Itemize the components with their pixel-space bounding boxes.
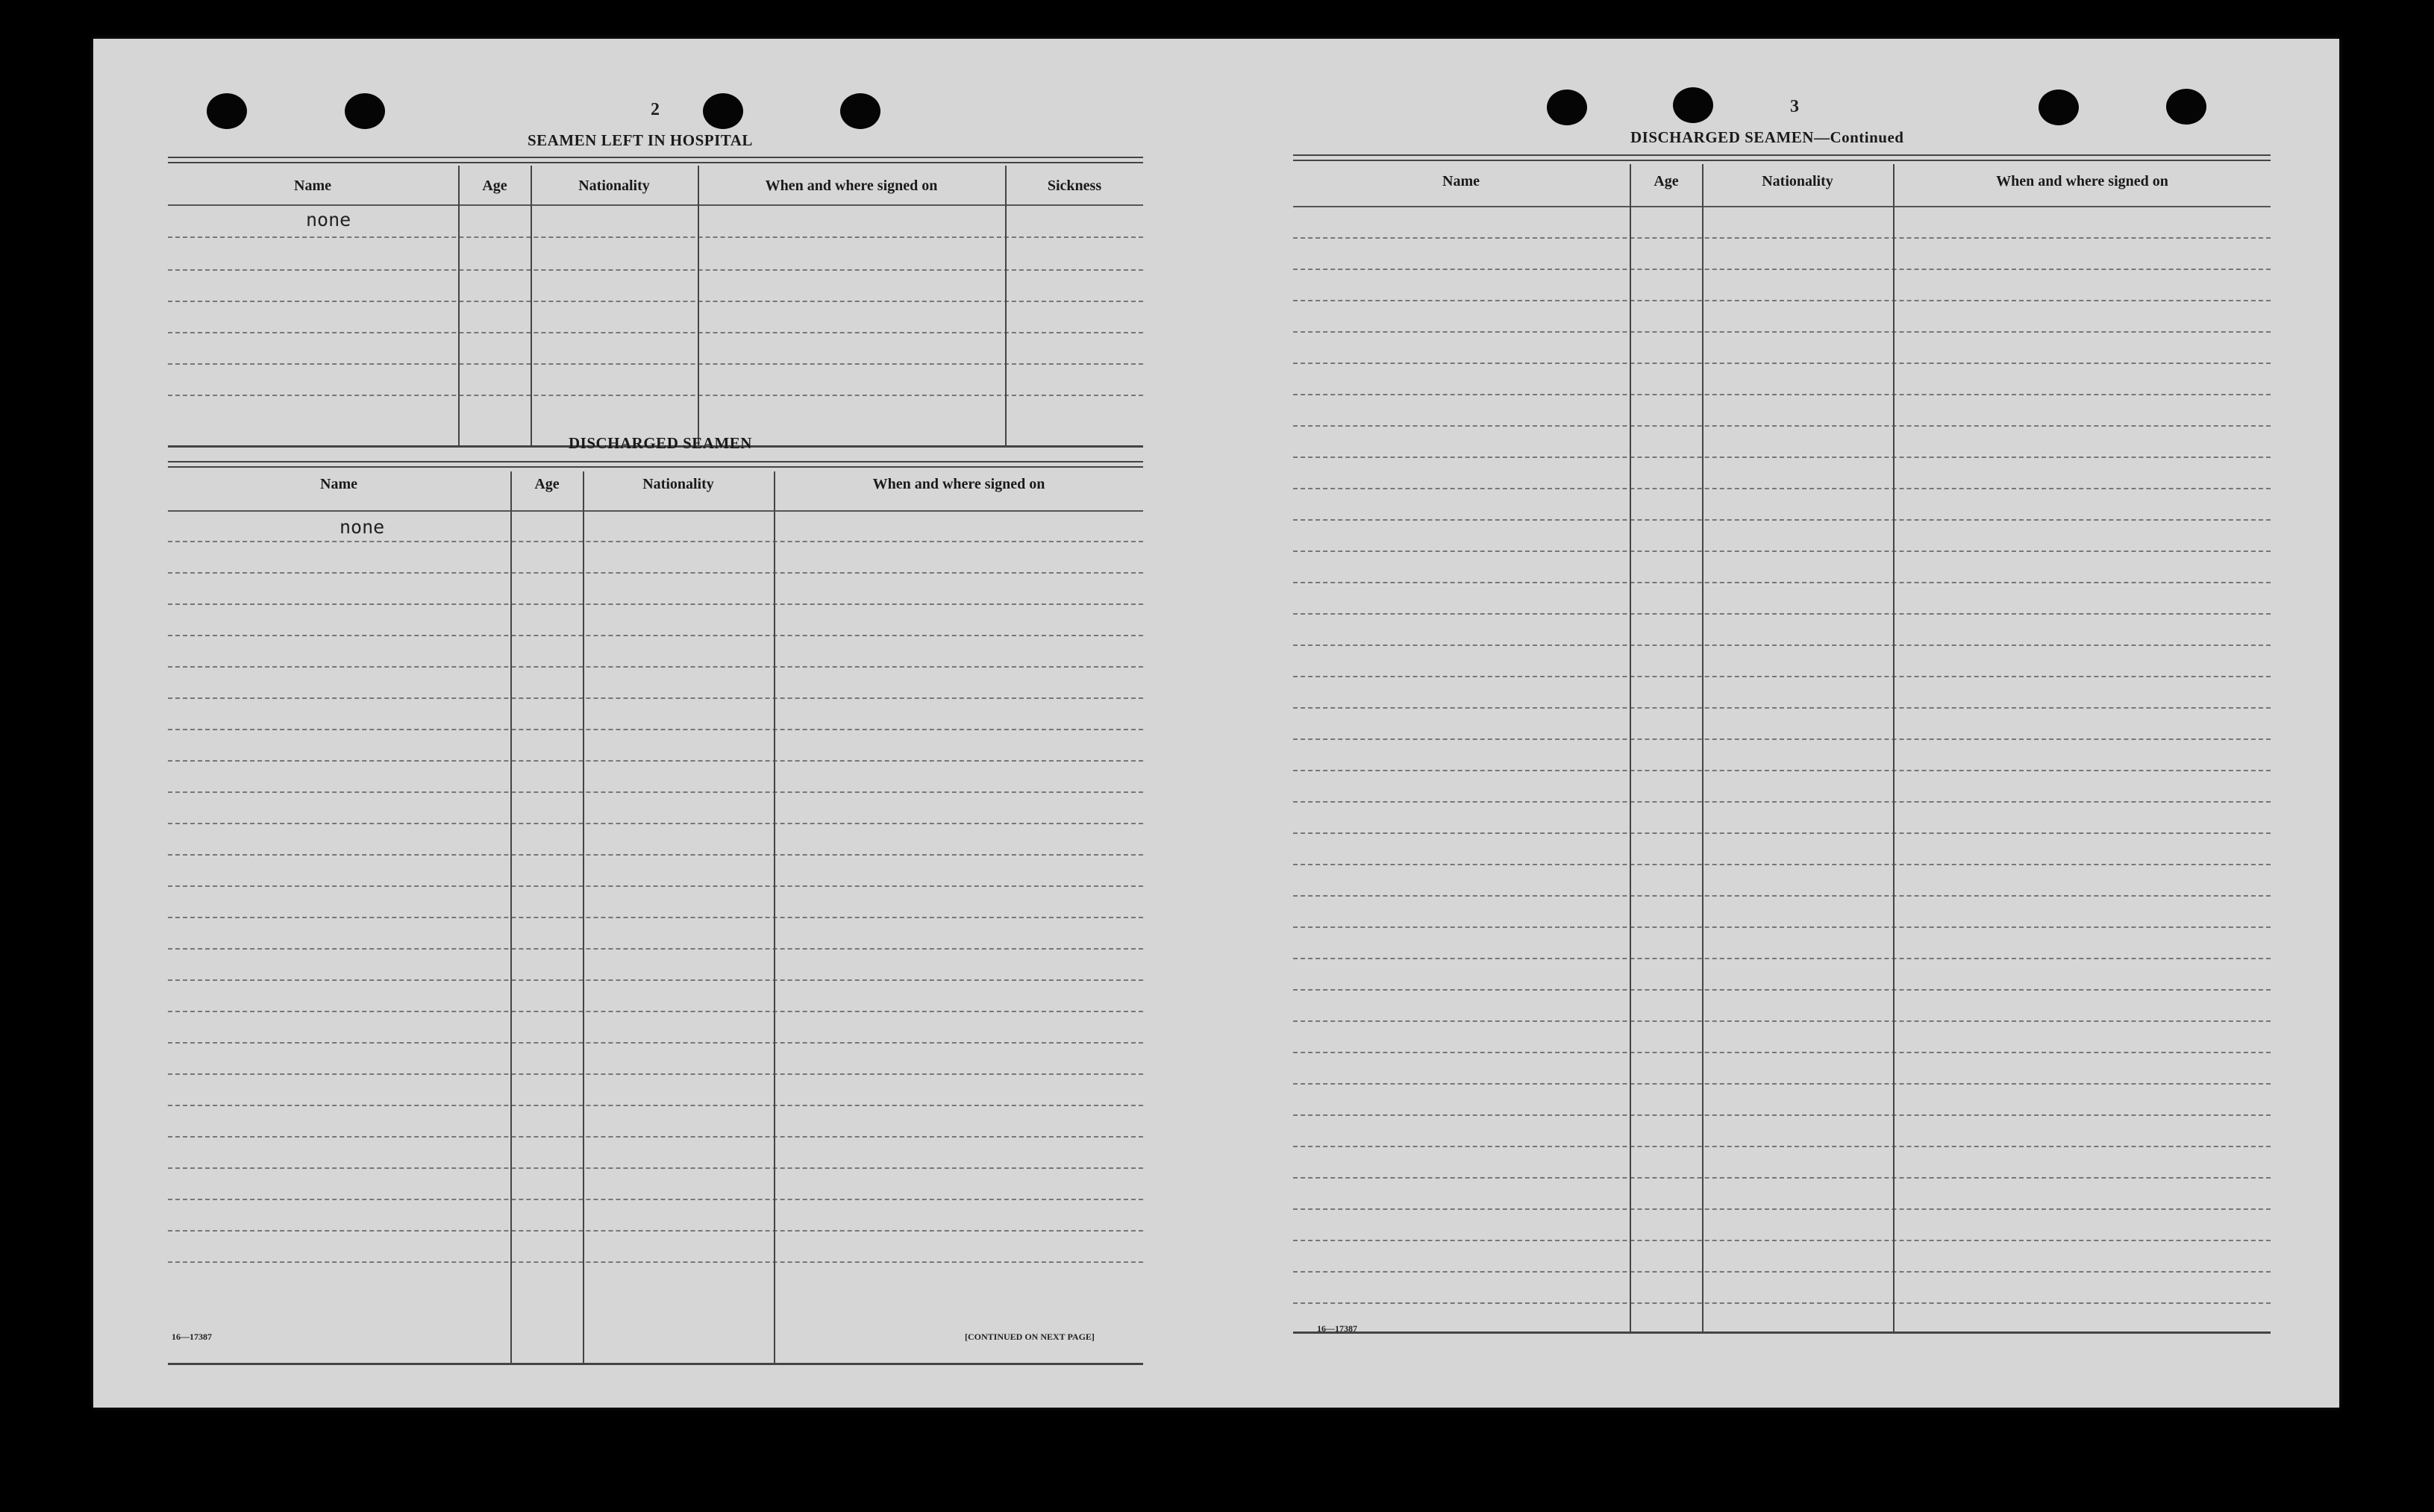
title-rule [1293,154,2271,161]
col-header-nationality: Nationality [1762,173,1833,189]
discharged-entry-none: none [340,516,385,538]
form-number-right: 16—17387 [1317,1323,1357,1334]
punch-hole [2166,89,2206,125]
col-header-age: Age [1654,173,1679,189]
col-header-signed-on: When and where signed on [1996,173,2168,189]
punch-hole [703,93,743,129]
punch-hole [1673,87,1713,123]
page-number-right: 3 [1790,97,1799,116]
col-header-age: Age [482,178,507,194]
punch-hole [840,93,880,129]
hospital-table [168,166,1143,449]
col-header-name: Name [1442,173,1480,189]
col-header-signed-on: When and where signed on [872,476,1045,492]
page-number-left: 2 [651,100,660,119]
col-header-name: Name [294,178,331,194]
col-header-age: Age [534,476,560,492]
punch-hole [2039,90,2079,125]
discharged-continued-title: DISCHARGED SEAMEN—Continued [1630,128,1904,146]
col-header-signed-on: When and where signed on [765,178,938,194]
col-header-nationality: Nationality [642,476,714,492]
discharged-section-title: DISCHARGED SEAMEN [569,434,752,452]
form-sheet [93,39,2339,1408]
title-rule [168,157,1143,163]
col-header-sickness: Sickness [1047,178,1102,194]
form-number-left: 16—17387 [172,1331,212,1342]
discharged-table-left [168,471,1143,1329]
punch-hole [1547,90,1587,125]
punch-hole [207,93,247,129]
punch-hole [345,93,385,129]
continued-note: [CONTINUED ON NEXT PAGE] [965,1331,1095,1342]
discharged-table-right [1293,164,2271,1335]
col-header-nationality: Nationality [578,178,650,194]
hospital-entry-none: none [306,209,351,230]
hospital-section-title: SEAMEN LEFT IN HOSPITAL [528,131,753,149]
col-header-name: Name [320,476,357,492]
title-rule [168,461,1143,468]
